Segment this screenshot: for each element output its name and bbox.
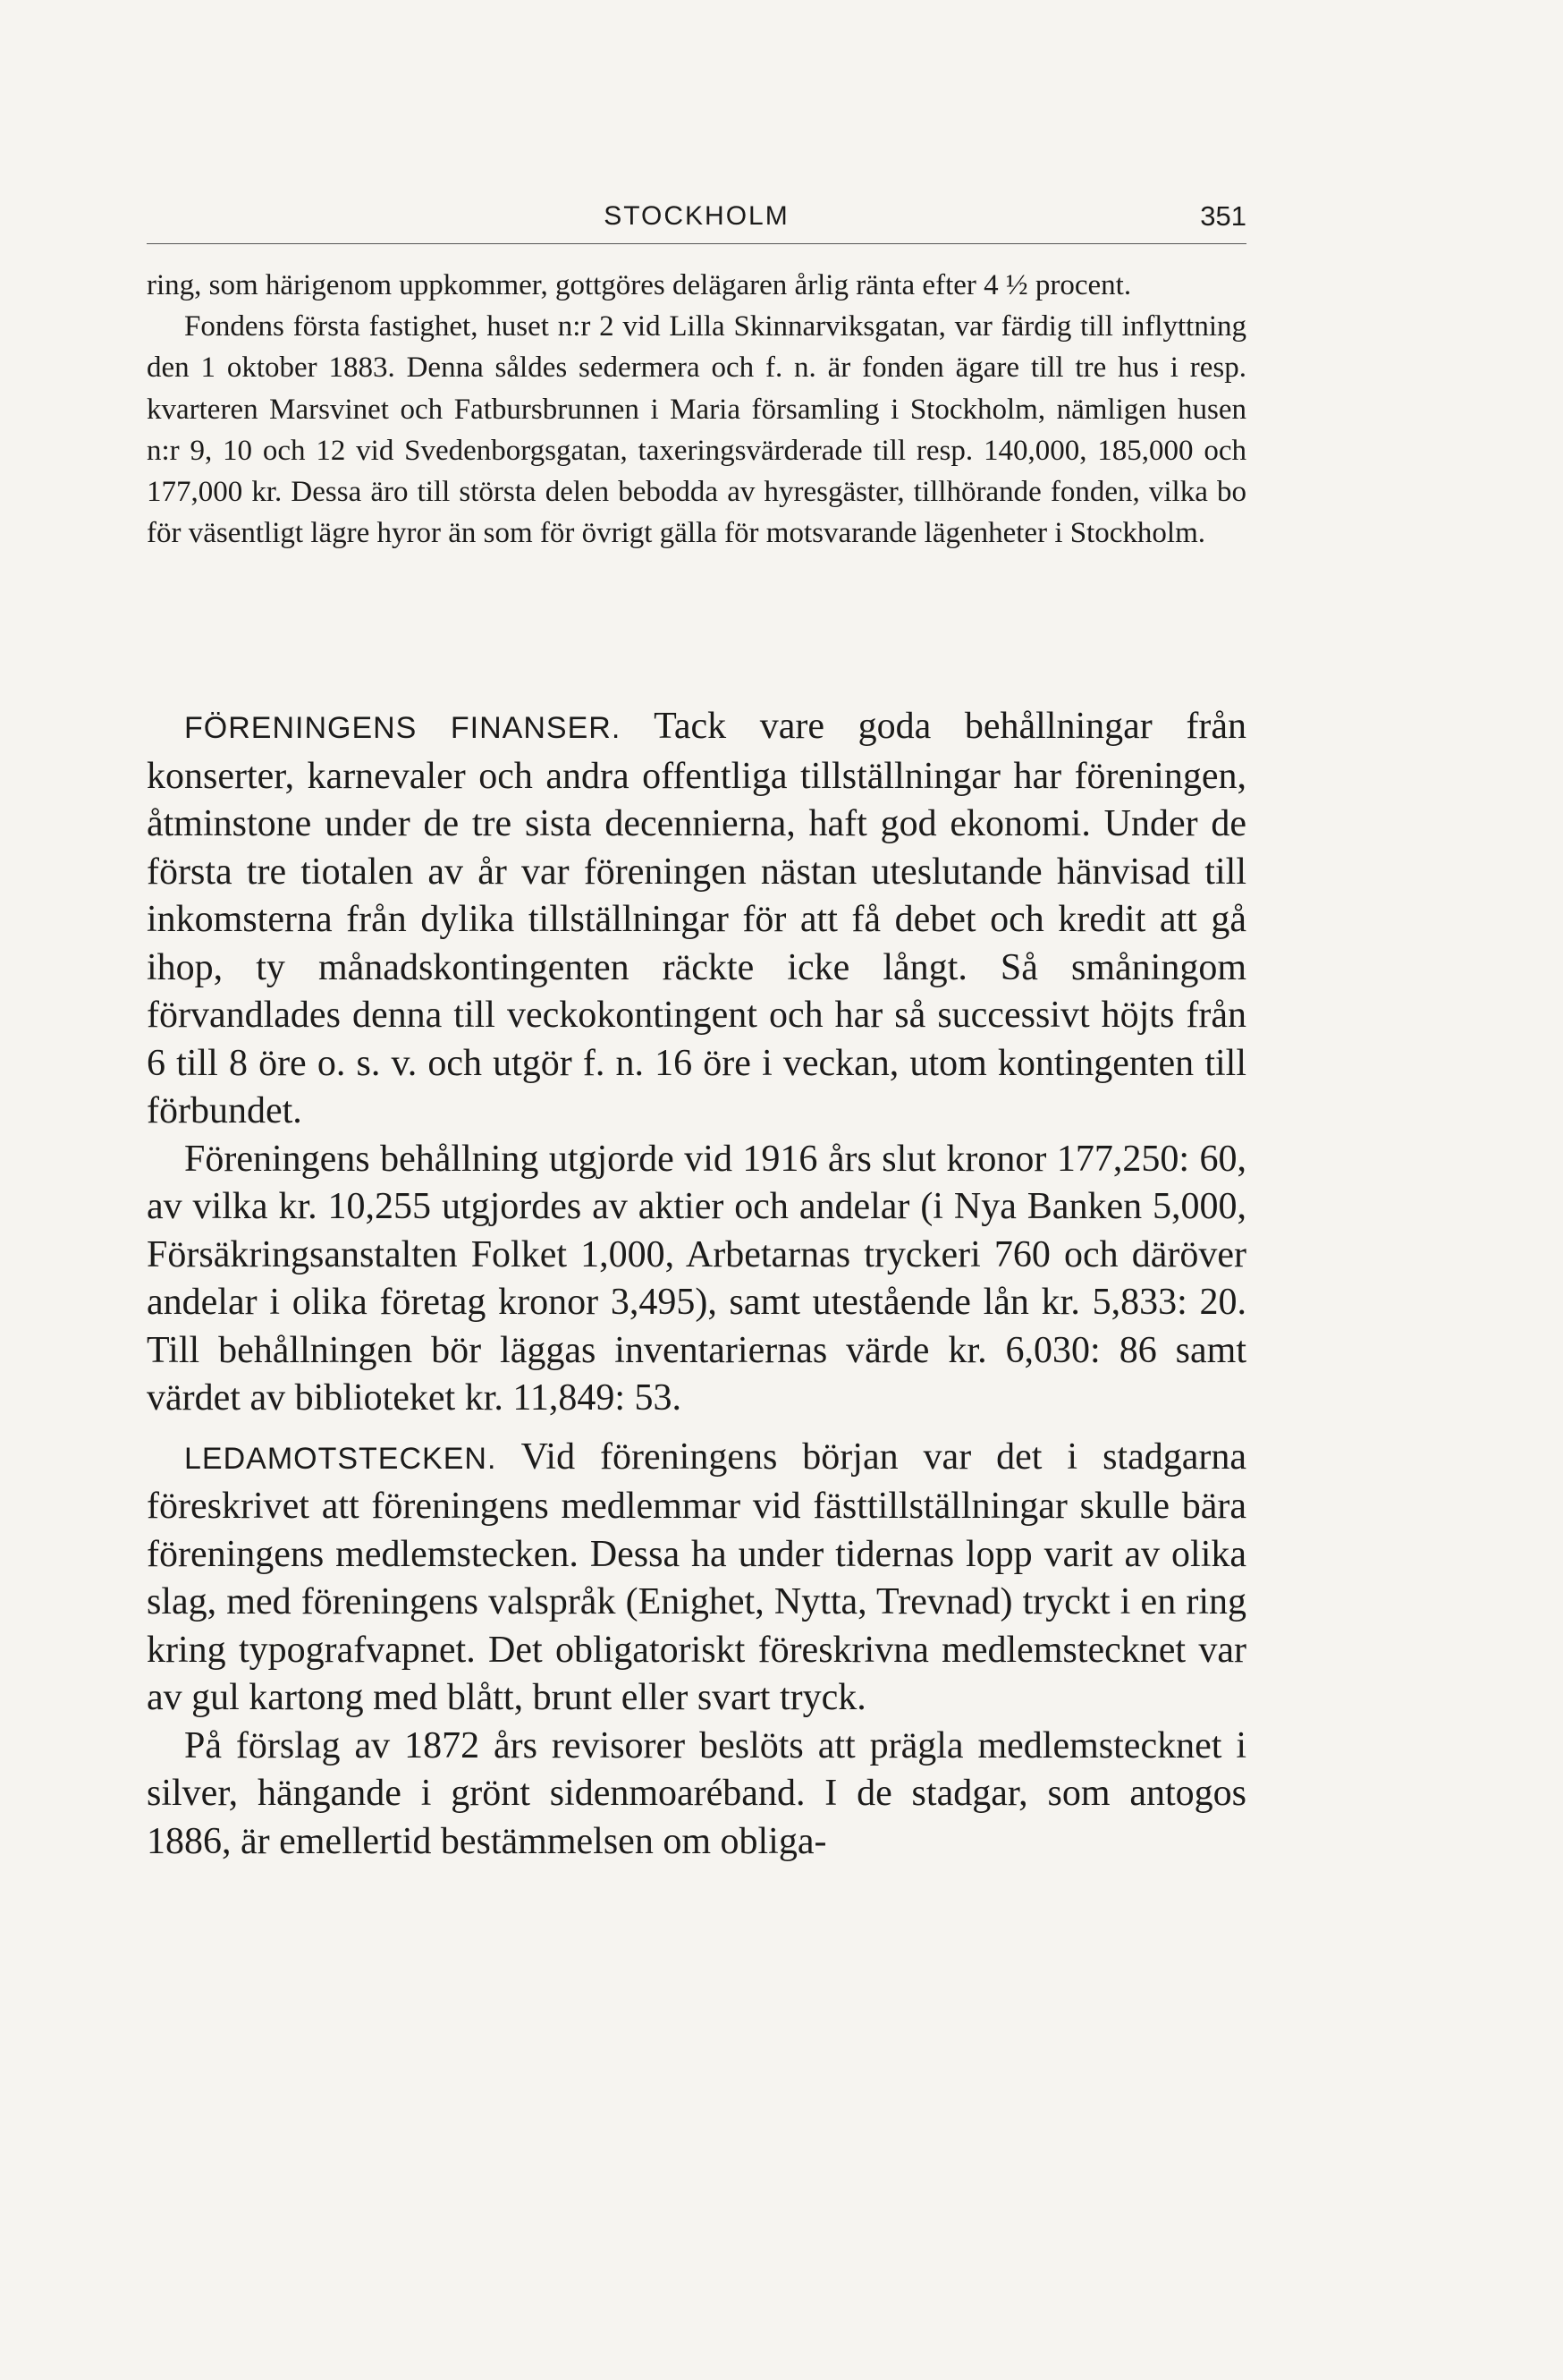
- book-page: [147, 0, 1246, 2380]
- page-number: 351: [1200, 200, 1246, 232]
- paragraph-continuation: ring, som härigenom uppkommer, gottgöres delägaren årlig ränta efter 4 ½ procent.: [147, 269, 1132, 301]
- small-print-block: [147, 265, 1246, 554]
- paragraph-badges-silver: På förslag av 1872 års revisorer beslöts att prägla medlemstecknet i silver, hängande i grönt sidenmoaréband. I de stadgar, som antogos 1886, är emellertid bestämmelsen om obliga-: [147, 1724, 1246, 1862]
- badges-text: Vid föreningens början var det i stadgarna föreskrivet att föreningens medlemmar vid fästtillställningar skulle bära föreningens medlemstecken. Dessa ha under tidernas lopp varit av olika slag, med föreningens valspråk (Enighet, Nytta, Trevnad) tryckt i en ring kring typografvapnet. Det obligatoriskt föreskrivna medlemstecknet var av gul kartong med blått, brunt eller svart tryck.: [147, 1436, 1246, 1718]
- running-header: [147, 199, 1246, 244]
- paragraph-finances: [147, 703, 1246, 1136]
- running-title: STOCKHOLM: [604, 201, 790, 231]
- section-heading-badges: LEDAMOTSTECKEN.: [184, 1441, 497, 1476]
- section-heading-finances: FÖRENINGENS FINANSER.: [184, 711, 621, 745]
- main-text-block: [147, 703, 1246, 1866]
- paragraph-fund-properties: Fondens första fastighet, huset n:r 2 vid Lilla Skinnarviksgatan, var färdig till inflyttning den 1 oktober 1883. Denna såldes sedermera och f. n. är fonden ägare till tre hus i resp. kvarteren Marsvinet och Fatbursbrunnen i Maria församling i Stockholm, nämligen husen n:r 9, 10 och 12 vid Svedenborgsgatan, taxeringsvärderade till resp. 140,000, 185,000 och 177,000 kr. Dessa äro till största delen bebodda av hyresgäster, tillhörande fonden, vilka bo för väsentligt lägre hyror än som för övrigt gälla för motsvarande lägenheter i Stockholm.: [147, 310, 1246, 550]
- finances-text: Tack vare goda behållningar från konserter, karnevaler och andra offentliga tillställningar har föreningen, åtminstone under de tre sista decennierna, haft god ekonomi. Under de första tre tiotalen av år var föreningen nästan uteslutande hänvisad till inkomsterna från dylika tillställningar för att få debet och kredit att gå ihop, ty månadskontingenten räckte icke långt. Så småningom förvandlades denna till veckokontingent och har så successivt höjts från 6 till 8 öre o. s. v. och utgör f. n. 16 öre i veckan, utom kontingenten till förbundet.: [147, 706, 1246, 1131]
- paragraph-finances-balance: Föreningens behållning utgjorde vid 1916 års slut kronor 177,250: 60, av vilka kr. 10,255 utgjordes av aktier och andelar (i Nya Banken 5,000, Försäkringsanstalten Folket 1,000, Arbetarnas tryckeri 760 och däröver andelar i olika företag kronor 3,495), samt utestående lån kr. 5,833: 20. Till behållningen bör läggas inventariernas värde kr. 6,030: 86 samt värdet av biblioteket kr. 11,849: 53.: [147, 1138, 1246, 1419]
- paragraph-badges: [147, 1434, 1246, 1723]
